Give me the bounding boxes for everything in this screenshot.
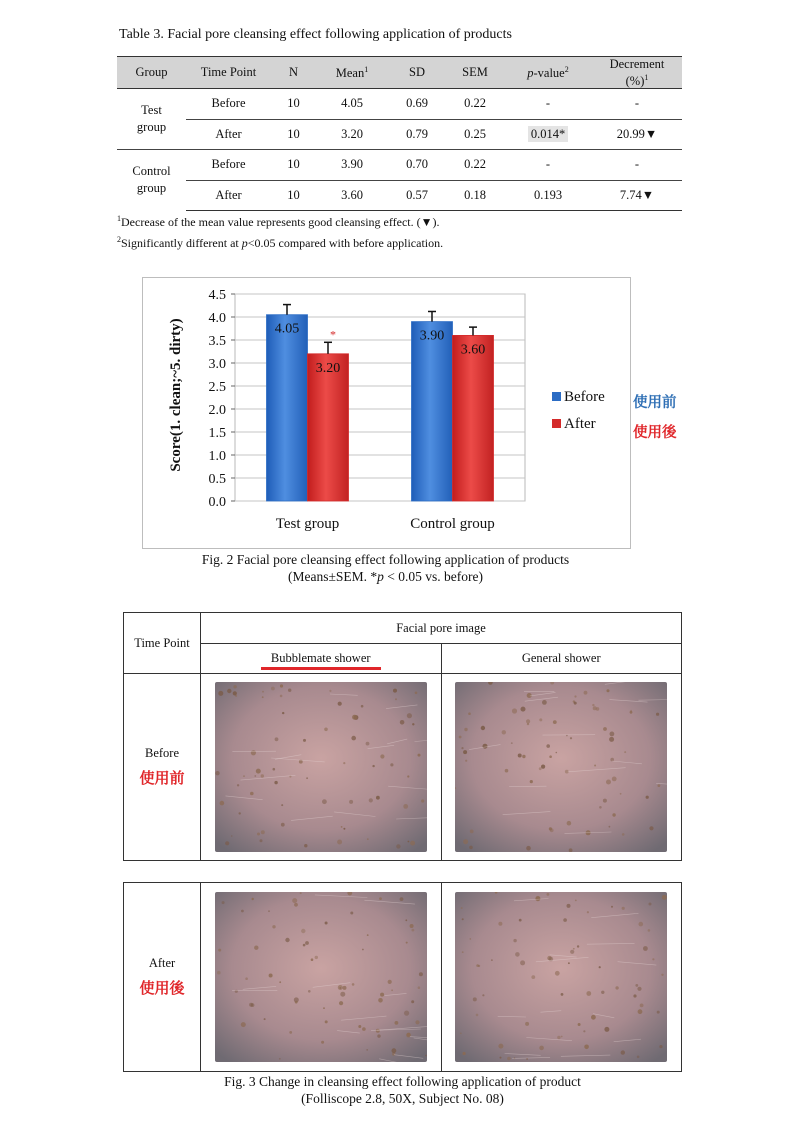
fig3-caption (123, 1073, 682, 1107)
table3-footnotes (117, 210, 443, 252)
time-point-header: Time Point (124, 613, 201, 674)
y-tick-label: 2.5 (208, 380, 226, 395)
table-row (117, 89, 682, 120)
header-decrement: Decrement (%)$^1$ (592, 57, 682, 89)
cell-n: 10 (271, 180, 316, 211)
legend-swatch-after (552, 419, 561, 428)
pore-photo-general-before (455, 682, 667, 852)
header-pvalue: p-value$^2$ (504, 57, 592, 89)
data-label: 3.20 (315, 360, 341, 376)
cell-n: 10 (271, 119, 316, 150)
group-cell-test: Test group (117, 89, 186, 150)
cell-pvalue: - (504, 150, 592, 181)
pore-photo-bubblemate-after (215, 892, 427, 1062)
bar-before-2 (412, 322, 453, 501)
cell-time: Before (186, 89, 271, 120)
table3-caption: Table 3. Facial pore cleansing effect following application of products (119, 27, 512, 42)
cell-decrement: 20.99▼ (592, 119, 682, 150)
cell-mean: 3.20 (316, 119, 388, 150)
legend-jp-before: 使用前 (633, 395, 677, 411)
header-sd: SD (388, 57, 446, 89)
data-label: 3.60 (460, 342, 486, 358)
cell-sd: 0.79 (388, 119, 446, 150)
bar-chart (142, 277, 629, 547)
y-tick-label: 3.0 (208, 357, 226, 372)
bar-after-1 (308, 354, 349, 501)
x-category-label: Test group (275, 516, 340, 532)
bar-before-1 (267, 315, 308, 501)
y-tick-label: 2.0 (208, 403, 226, 418)
pvalue-highlight: 0.014* (528, 126, 568, 142)
fig3-caption-line1: Fig. 3 Change in cleansing effect following application of product (224, 1074, 581, 1089)
table3-header-row (117, 57, 682, 89)
bar-after-2 (453, 335, 494, 501)
cell-time: After (186, 119, 271, 150)
after-jp-label: 使用後 (139, 979, 185, 997)
table3 (117, 56, 682, 211)
legend-swatch-before (552, 392, 561, 401)
fig2-caption-line2: (Means±SEM. *p < 0.05 vs. before) (288, 569, 483, 584)
photo-cell (201, 674, 442, 861)
cell-n: 10 (271, 150, 316, 181)
header-time-point: Time Point (186, 57, 271, 89)
photo-cell (441, 674, 682, 861)
cell-sd: 0.57 (388, 180, 446, 211)
y-tick-label: 1.0 (208, 449, 226, 464)
pore-image-table-after (123, 882, 682, 1072)
cell-pvalue: 0.193 (504, 180, 592, 211)
significance-marker: * (330, 327, 336, 342)
header-sem: SEM (446, 57, 504, 89)
table-row (117, 119, 682, 150)
y-tick-label: 3.5 (208, 334, 226, 349)
table-row (117, 150, 682, 181)
cell-sem: 0.22 (446, 89, 504, 120)
fig2-caption-line1: Fig. 2 Facial pore cleansing effect following application of products (201, 552, 570, 567)
cell-decrement: 7.74▼ (592, 180, 682, 211)
y-axis-title: Score(1. clean;~5. dirty) (168, 318, 184, 472)
photo-cell (201, 883, 442, 1072)
cell-sem: 0.18 (446, 180, 504, 211)
table-row (117, 180, 682, 211)
group-cell-control: Control group (117, 150, 186, 211)
legend-label-before: Before (564, 389, 605, 405)
photo-cell (441, 883, 682, 1072)
data-label: 4.05 (274, 321, 300, 337)
after-row-label: After 使用後 (124, 883, 201, 1072)
x-category-label: Control group (410, 516, 495, 532)
cell-decrement: - (592, 89, 682, 120)
pore-image-table-before (123, 612, 682, 861)
before-jp-label: 使用前 (139, 769, 185, 787)
header-group: Group (117, 57, 186, 89)
cell-mean: 3.60 (316, 180, 388, 211)
column-bubblemate (201, 644, 442, 674)
y-tick-label: 4.0 (208, 311, 226, 326)
cell-sd: 0.70 (388, 150, 446, 181)
y-tick-label: 4.5 (208, 288, 226, 303)
cell-sd: 0.69 (388, 89, 446, 120)
cell-pvalue (504, 119, 592, 150)
bubblemate-label: Bubblemate shower (261, 651, 381, 670)
cell-mean: 4.05 (316, 89, 388, 120)
column-general: General shower (441, 644, 682, 674)
fig3-caption-line2: (Folliscope 2.8, 50X, Subject No. 08) (301, 1091, 504, 1106)
cell-sem: 0.22 (446, 150, 504, 181)
before-row-label: Before 使用前 (124, 674, 201, 861)
data-label: 3.90 (419, 328, 445, 344)
y-tick-label: 0.5 (208, 472, 226, 487)
header-n: N (271, 57, 316, 89)
footnote-1: $^1$Decrease of the mean value represents good cleansing effect. (▼). (117, 214, 440, 229)
fig2-caption (142, 551, 629, 585)
footnote-2: $^2$Significantly different at p<0.05 compared with before application. (117, 235, 444, 250)
cell-time: Before (186, 150, 271, 181)
y-tick-label: 1.5 (208, 426, 226, 441)
cell-pvalue: - (504, 89, 592, 120)
pore-photo-general-after (455, 892, 667, 1062)
pore-photo-bubblemate-before (215, 682, 427, 852)
cell-n: 10 (271, 89, 316, 120)
header-mean: Mean$^1$ (316, 57, 388, 89)
legend-label-after: After (564, 416, 596, 432)
cell-decrement: - (592, 150, 682, 181)
y-tick-label: 0.0 (208, 495, 226, 510)
cell-time: After (186, 180, 271, 211)
legend-jp-after: 使用後 (633, 425, 677, 441)
facial-pore-image-header: Facial pore image (201, 613, 682, 644)
cell-sem: 0.25 (446, 119, 504, 150)
cell-mean: 3.90 (316, 150, 388, 181)
